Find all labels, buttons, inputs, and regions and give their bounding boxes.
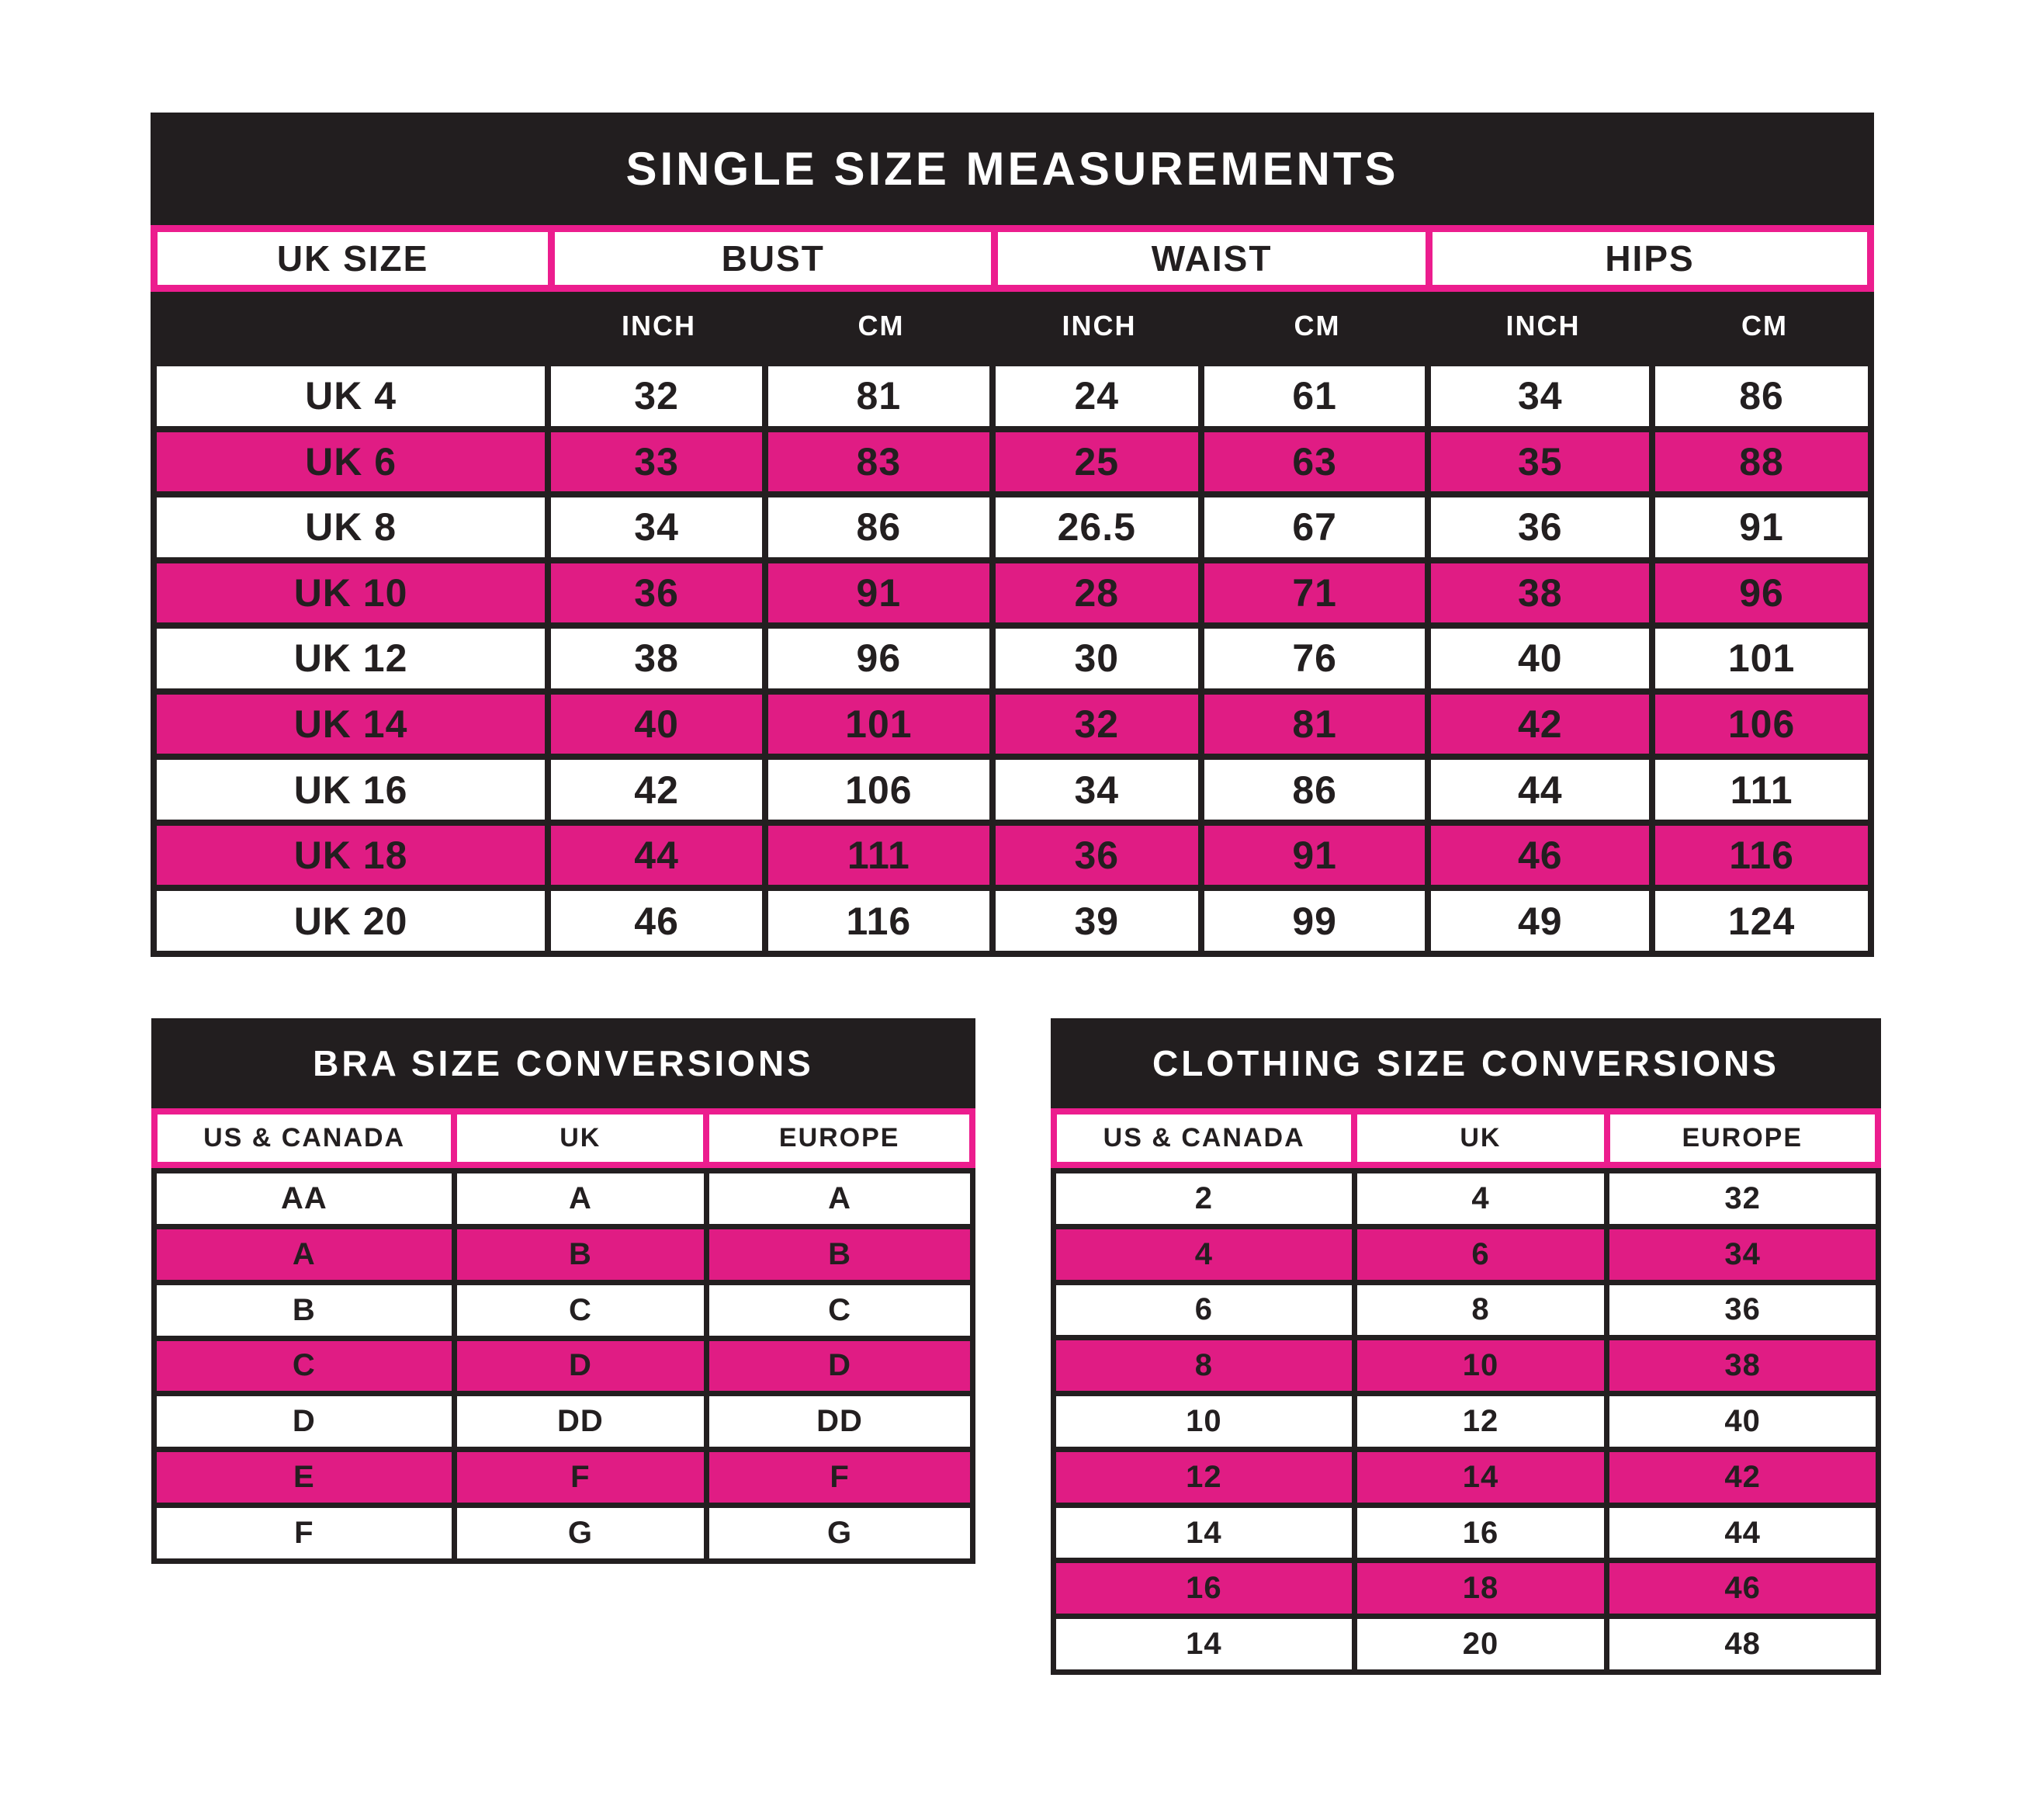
single-size-cell-r5c3: 32 xyxy=(996,695,1198,754)
clothing-cell-r8c0: 14 xyxy=(1056,1619,1352,1669)
single-size-cell-r0c1: 32 xyxy=(551,366,762,426)
bra-cell-r0c2: A xyxy=(709,1173,970,1224)
bra-cell-r6c1: G xyxy=(457,1508,704,1558)
single-size-measurements-table xyxy=(151,113,1874,957)
single-size-data-grid xyxy=(151,360,1874,957)
single-size-cell-r4c6: 101 xyxy=(1655,629,1868,688)
single-size-cell-r2c6: 91 xyxy=(1655,497,1868,557)
single-size-cell-r3c4: 71 xyxy=(1204,563,1426,623)
single-size-cell-r2c1: 34 xyxy=(551,497,762,557)
single-size-cell-r4c0: UK 12 xyxy=(157,629,545,688)
clothing-cell-r7c1: 18 xyxy=(1357,1563,1604,1614)
unit-waist-cm: CM xyxy=(1294,310,1341,341)
single-size-cell-r7c0: UK 18 xyxy=(157,826,545,886)
single-size-cell-r1c2: 83 xyxy=(768,432,989,492)
single-size-cell-r7c1: 44 xyxy=(551,826,762,886)
single-size-cell-r7c5: 46 xyxy=(1431,826,1649,886)
single-size-cell-r6c2: 106 xyxy=(768,760,989,820)
header-bust: BUST xyxy=(555,232,991,285)
bra-size-data-grid xyxy=(151,1168,975,1564)
bra-size-title: BRA SIZE CONVERSIONS xyxy=(151,1018,975,1108)
single-size-cell-r4c2: 96 xyxy=(768,629,989,688)
clothing-cell-r3c0: 8 xyxy=(1056,1340,1352,1391)
bra-cell-r2c1: C xyxy=(457,1285,704,1336)
clothing-cell-r1c1: 6 xyxy=(1357,1229,1604,1280)
clothing-cell-r8c1: 20 xyxy=(1357,1619,1604,1669)
unit-bust-cm: CM xyxy=(857,310,905,341)
bra-cell-r6c2: G xyxy=(709,1508,970,1558)
clothing-cell-r3c2: 38 xyxy=(1609,1340,1876,1391)
single-size-cell-r1c3: 25 xyxy=(996,432,1198,492)
single-size-cell-r6c0: UK 16 xyxy=(157,760,545,820)
single-size-cell-r1c0: UK 6 xyxy=(157,432,545,492)
single-size-cell-r5c4: 81 xyxy=(1204,695,1426,754)
bra-size-header-row xyxy=(151,1108,975,1168)
single-size-cell-r0c6: 86 xyxy=(1655,366,1868,426)
bra-cell-r4c2: DD xyxy=(709,1396,970,1447)
bra-cell-r5c2: F xyxy=(709,1452,970,1503)
single-size-cell-r8c1: 46 xyxy=(551,891,762,951)
clothing-cell-r5c1: 14 xyxy=(1357,1452,1604,1503)
single-size-cell-r0c0: UK 4 xyxy=(157,366,545,426)
bra-cell-r0c0: AA xyxy=(157,1173,452,1224)
bra-header-europe: EUROPE xyxy=(709,1114,969,1162)
clothing-cell-r0c2: 32 xyxy=(1609,1173,1876,1224)
single-size-cell-r2c4: 67 xyxy=(1204,497,1426,557)
units-spacer xyxy=(151,292,550,360)
bra-size-conversions-table xyxy=(151,1018,975,1564)
bra-cell-r6c0: F xyxy=(157,1508,452,1558)
bra-cell-r2c0: B xyxy=(157,1285,452,1336)
clothing-cell-r5c0: 12 xyxy=(1056,1452,1352,1503)
bra-cell-r5c0: E xyxy=(157,1452,452,1503)
clothing-size-data-grid xyxy=(1051,1168,1881,1675)
header-hips: HIPS xyxy=(1433,232,1867,285)
bra-cell-r4c0: D xyxy=(157,1396,452,1447)
bra-cell-r5c1: F xyxy=(457,1452,704,1503)
bra-cell-r4c1: DD xyxy=(457,1396,704,1447)
single-size-cell-r8c3: 39 xyxy=(996,891,1198,951)
single-size-cell-r5c6: 106 xyxy=(1655,695,1868,754)
single-size-cell-r7c2: 111 xyxy=(768,826,989,886)
bra-cell-r1c2: B xyxy=(709,1229,970,1280)
clothing-cell-r6c1: 16 xyxy=(1357,1508,1604,1558)
bra-cell-r1c1: B xyxy=(457,1229,704,1280)
unit-waist-inch: INCH xyxy=(1062,310,1137,341)
header-waist: WAIST xyxy=(998,232,1426,285)
clothing-cell-r2c2: 36 xyxy=(1609,1285,1876,1336)
bra-cell-r0c1: A xyxy=(457,1173,704,1224)
single-size-cell-r8c6: 124 xyxy=(1655,891,1868,951)
single-size-cell-r4c4: 76 xyxy=(1204,629,1426,688)
single-size-cell-r7c6: 116 xyxy=(1655,826,1868,886)
single-size-cell-r0c3: 24 xyxy=(996,366,1198,426)
single-size-cell-r5c5: 42 xyxy=(1431,695,1649,754)
clothing-size-conversions-table xyxy=(1051,1018,1881,1675)
clothing-cell-r6c0: 14 xyxy=(1056,1508,1352,1558)
single-size-cell-r3c0: UK 10 xyxy=(157,563,545,623)
single-size-cell-r7c3: 36 xyxy=(996,826,1198,886)
single-size-cell-r4c1: 38 xyxy=(551,629,762,688)
single-size-cell-r2c0: UK 8 xyxy=(157,497,545,557)
clothing-cell-r7c2: 46 xyxy=(1609,1563,1876,1614)
single-size-cell-r4c3: 30 xyxy=(996,629,1198,688)
single-size-cell-r3c3: 28 xyxy=(996,563,1198,623)
single-size-cell-r1c4: 63 xyxy=(1204,432,1426,492)
clothing-size-title: CLOTHING SIZE CONVERSIONS xyxy=(1051,1018,1881,1108)
bra-header-uk: UK xyxy=(457,1114,703,1162)
single-size-cell-r5c2: 101 xyxy=(768,695,989,754)
single-size-cell-r1c5: 35 xyxy=(1431,432,1649,492)
single-size-cell-r6c3: 34 xyxy=(996,760,1198,820)
single-size-cell-r6c1: 42 xyxy=(551,760,762,820)
clothing-cell-r4c2: 40 xyxy=(1609,1396,1876,1447)
clothing-cell-r4c0: 10 xyxy=(1056,1396,1352,1447)
single-size-title: SINGLE SIZE MEASUREMENTS xyxy=(151,113,1874,225)
clothing-cell-r6c2: 44 xyxy=(1609,1508,1876,1558)
single-size-cell-r1c1: 33 xyxy=(551,432,762,492)
single-size-cell-r0c2: 81 xyxy=(768,366,989,426)
clothing-header-europe: EUROPE xyxy=(1610,1114,1875,1162)
single-size-cell-r4c5: 40 xyxy=(1431,629,1649,688)
bra-cell-r1c0: A xyxy=(157,1229,452,1280)
single-size-header-row xyxy=(151,225,1874,292)
unit-hips-cm: CM xyxy=(1741,310,1788,341)
single-size-cell-r1c6: 88 xyxy=(1655,432,1868,492)
bra-cell-r3c2: D xyxy=(709,1341,970,1392)
clothing-cell-r5c2: 42 xyxy=(1609,1452,1876,1503)
header-uk-size: UK SIZE xyxy=(158,232,548,285)
single-size-cell-r8c4: 99 xyxy=(1204,891,1426,951)
single-size-cell-r5c0: UK 14 xyxy=(157,695,545,754)
bra-cell-r2c2: C xyxy=(709,1285,970,1336)
single-size-cell-r7c4: 91 xyxy=(1204,826,1426,886)
clothing-cell-r0c0: 2 xyxy=(1056,1173,1352,1224)
clothing-header-us-canada: US & CANADA xyxy=(1057,1114,1351,1162)
single-size-units-row xyxy=(151,292,1874,360)
clothing-header-uk: UK xyxy=(1357,1114,1603,1162)
clothing-cell-r2c0: 6 xyxy=(1056,1285,1352,1336)
single-size-cell-r6c5: 44 xyxy=(1431,760,1649,820)
bra-header-us-canada: US & CANADA xyxy=(158,1114,451,1162)
single-size-cell-r5c1: 40 xyxy=(551,695,762,754)
clothing-size-header-row xyxy=(1051,1108,1881,1168)
single-size-cell-r6c6: 111 xyxy=(1655,760,1868,820)
single-size-cell-r8c2: 116 xyxy=(768,891,989,951)
bra-cell-r3c0: C xyxy=(157,1341,452,1392)
single-size-cell-r8c5: 49 xyxy=(1431,891,1649,951)
single-size-cell-r3c2: 91 xyxy=(768,563,989,623)
single-size-cell-r3c5: 38 xyxy=(1431,563,1649,623)
clothing-cell-r1c0: 4 xyxy=(1056,1229,1352,1280)
single-size-cell-r0c5: 34 xyxy=(1431,366,1649,426)
clothing-cell-r4c1: 12 xyxy=(1357,1396,1604,1447)
clothing-cell-r2c1: 8 xyxy=(1357,1285,1604,1336)
clothing-cell-r3c1: 10 xyxy=(1357,1340,1604,1391)
single-size-cell-r6c4: 86 xyxy=(1204,760,1426,820)
single-size-cell-r3c1: 36 xyxy=(551,563,762,623)
single-size-cell-r8c0: UK 20 xyxy=(157,891,545,951)
single-size-cell-r0c4: 61 xyxy=(1204,366,1426,426)
single-size-cell-r2c5: 36 xyxy=(1431,497,1649,557)
single-size-cell-r3c6: 96 xyxy=(1655,563,1868,623)
clothing-cell-r7c0: 16 xyxy=(1056,1563,1352,1614)
bra-cell-r3c1: D xyxy=(457,1341,704,1392)
single-size-cell-r2c3: 26.5 xyxy=(996,497,1198,557)
unit-bust-inch: INCH xyxy=(622,310,696,341)
single-size-cell-r2c2: 86 xyxy=(768,497,989,557)
clothing-cell-r8c2: 48 xyxy=(1609,1619,1876,1669)
unit-hips-inch: INCH xyxy=(1505,310,1581,341)
clothing-cell-r0c1: 4 xyxy=(1357,1173,1604,1224)
clothing-cell-r1c2: 34 xyxy=(1609,1229,1876,1280)
